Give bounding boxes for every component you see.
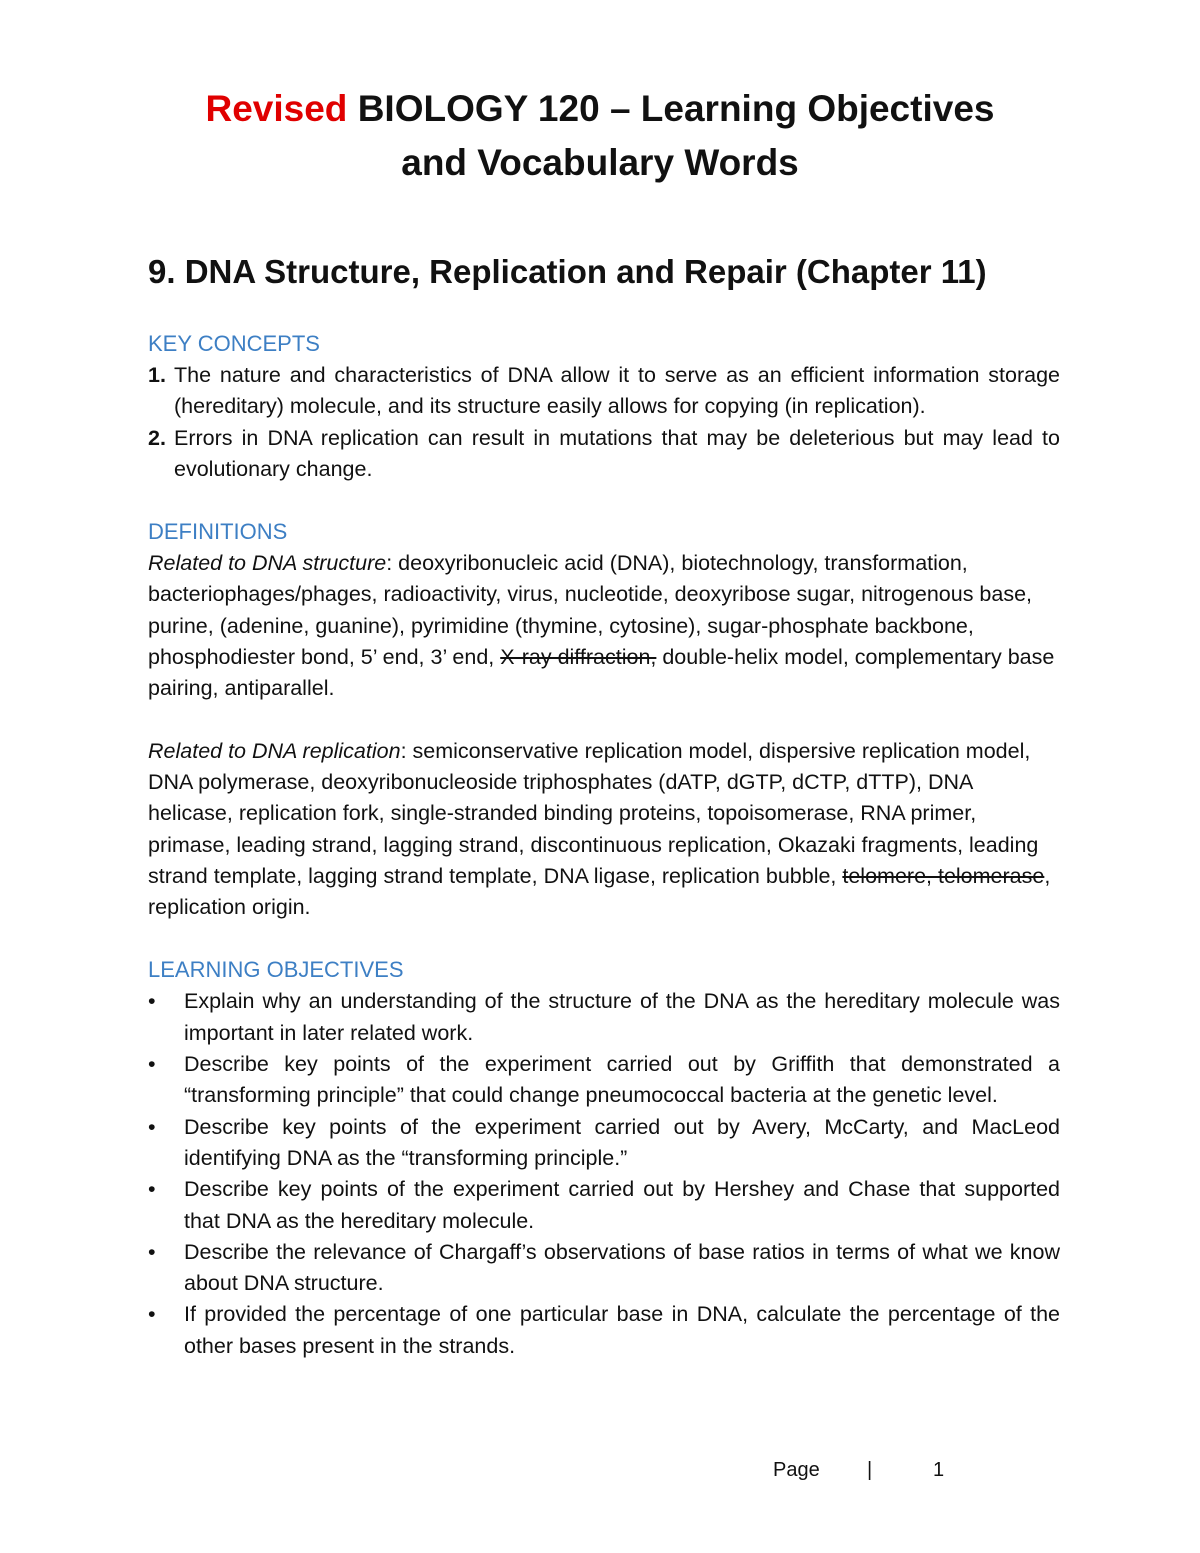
definitions-replication-terms: semiconservative replication model, dispersive replication model, DNA polymerase, deoxyribonucleoside triphosphates (dATP, dGTP, dCTP, dTTP), DNA helicase, replication fork, single-stranded binding proteins, topoisomerase, RNA primer, primase, leading strand, lagging strand, discontinuous replication, Okazaki fragments, leading strand template, lagging strand template, DNA ligase, replication bubble,: [148, 738, 1039, 888]
definitions-structure-terms-end: double-helix model, complementary base pairing, antiparallel.: [148, 645, 1055, 701]
footer-separator: |: [867, 1459, 873, 1481]
learning-objectives-list: [148, 986, 1060, 1362]
definitions-structure-paragraph: [148, 548, 1060, 704]
definitions-replication-paragraph: [148, 736, 1060, 924]
document-body: [148, 328, 1060, 1362]
bullet-icon: •: [148, 1052, 156, 1077]
bullet-icon: •: [148, 989, 156, 1014]
definitions-heading: DEFINITIONS: [148, 519, 288, 545]
key-concept-item: [148, 360, 1060, 423]
key-concepts-heading: KEY CONCEPTS: [148, 331, 320, 356]
key-concept-text: Errors in DNA replication can result in mutations that may be deleterious but may lead to evolutionary change.: [174, 425, 1060, 481]
objective-text: If provided the percentage of one particular base in DNA, calculate the percentage of the other bases present in the strands.: [184, 1302, 1060, 1358]
objective-text: Explain why an understanding of the structure of the DNA as the hereditary molecule was important in later related work.: [184, 989, 1060, 1045]
bullet-icon: •: [148, 1177, 156, 1202]
page-label: Page: [773, 1459, 820, 1481]
title-line-2: and Vocabulary Words: [401, 142, 799, 183]
objective-item: [148, 1174, 1060, 1237]
page-footer: [773, 1455, 945, 1485]
bullet-icon: •: [148, 1114, 156, 1139]
key-concept-number: 2.: [148, 425, 166, 450]
objective-item: [148, 1112, 1060, 1175]
objective-text: Describe key points of the experiment carried out by Avery, McCarty, and MacLeod identifying DNA as the “transforming principle.”: [184, 1114, 1060, 1170]
definitions-replication-lead: Related to DNA replication: [148, 738, 401, 763]
title-text-1: BIOLOGY 120 – Learning Objectives: [357, 88, 995, 129]
colon: :: [386, 551, 393, 576]
struck-term: telomere, telomerase: [842, 863, 1045, 888]
document-title: [0, 82, 1200, 190]
bullet-icon: •: [148, 1302, 156, 1327]
bullet-icon: •: [148, 1239, 156, 1264]
revised-label: Revised: [205, 88, 348, 129]
objective-text: Describe key points of the experiment carried out by Griffith that demonstrated a “transforming principle” that could change pneumococcal bacteria at the genetic level.: [184, 1052, 1060, 1108]
key-concepts-list: [148, 360, 1060, 485]
definitions-replication-terms-end: , replication origin.: [148, 863, 1051, 920]
objective-item: [148, 1299, 1060, 1362]
struck-term: X-ray diffraction,: [500, 645, 657, 670]
objective-item: [148, 1049, 1060, 1112]
objective-item: [148, 1237, 1060, 1300]
definitions-structure-terms: deoxyribonucleic acid (DNA), biotechnology, transformation, bacteriophages/phages, radioactivity, virus, nucleotide, deoxyribose sugar, nitrogenous base, purine, (adenine, guanine), pyrimidine (thymine, cytosine), sugar-phosphate backbone, phosphodiester bond, 5’ end, 3’ end,: [148, 551, 1033, 670]
objective-text: Describe the relevance of Chargaff’s observations of base ratios in terms of what we know about DNA structure.: [184, 1239, 1060, 1296]
key-concept-item: [148, 423, 1060, 486]
key-concept-text: The nature and characteristics of DNA allow it to serve as an efficient information storage (hereditary) molecule, and its structure easily allows for copying (in replication).: [174, 363, 1060, 419]
definitions-structure-lead: Related to DNA structure: [148, 551, 387, 576]
objective-text: Describe key points of the experiment carried out by Hershey and Chase that supported that DNA as the hereditary molecule.: [184, 1177, 1060, 1233]
key-concept-number: 1.: [148, 363, 166, 387]
objective-item: [148, 986, 1060, 1049]
learning-objectives-heading: LEARNING OBJECTIVES: [148, 957, 404, 983]
title-line-1: [0, 82, 1200, 136]
section-heading: 9. DNA Structure, Replication and Repair (Chapter 11): [148, 253, 987, 290]
page-number: 1: [933, 1459, 945, 1481]
colon: :: [400, 738, 407, 763]
